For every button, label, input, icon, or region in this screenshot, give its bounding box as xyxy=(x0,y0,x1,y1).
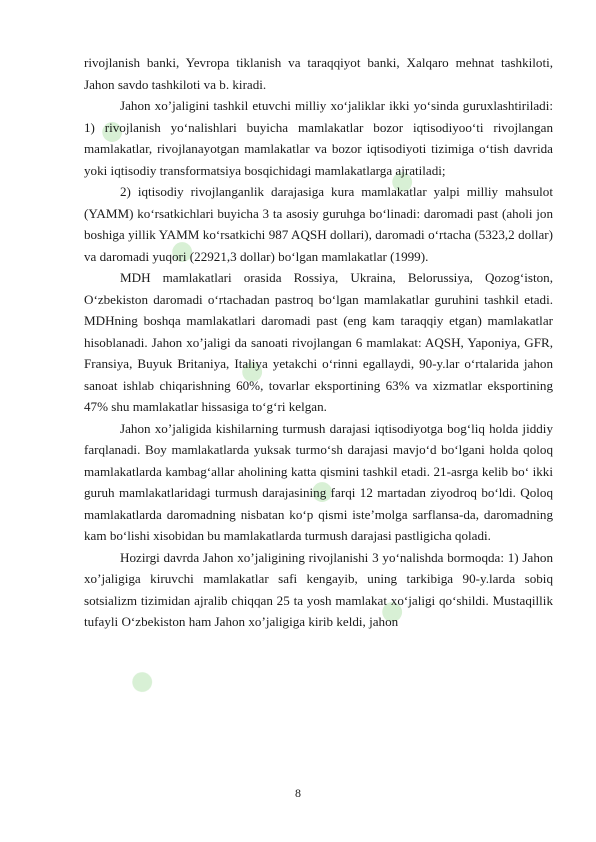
svg-text:●: ● xyxy=(226,339,276,399)
paragraph-2: Jahon xo’jaligini tashkil etuvchi milliy xo‘jaliklar ikki yo‘sinda guruxlashtiriladi: 1) rivojlanish yo‘nalishlari buyicha mamlakatlar bozor iqtisodiyoo‘ti rivojlangan mamlakatlar, rivojlanayotgan mamlakatlar va bozor iqtisodiyoti tizimiga o‘tish davrida yoki iqtisodiy transformatsiya bosqichidagi mamlakatlarga ajratiladi; xyxy=(84,98,553,178)
svg-text:●: ● xyxy=(366,579,416,639)
paragraph-1: rivojlanish banki, Yevropa tiklanish va taraqqiyot banki, Xalqaro mehnat tashkiloti, Jahon savdo tashkiloti va b. kiradi. xyxy=(84,55,553,92)
body-text xyxy=(84,52,553,633)
paragraph-4: MDH mamlakatlari orasida Rossiya, Ukraina, Belorussiya, Qozog‘iston, O‘zbekiston daromadi o‘rtachadan pastroq bo‘lgan mamlakatlar guruhini tashkil etadi. MDHning boshqa mamlakatlari daromadi past (eng kam taraqqiy etgan) mamlakatlar hisoblanadi. Jahon xo’jaligi da sanoati rivojlangan 6 mamlakat: AQSH, Yaponiya, GFR, Fransiya, Buyuk Britaniya, Italiya yetakchi o‘rinni egallaydi, 90-y.lar o‘rtalarida jahon sanoat ishlab chiqarishning 60%, tovarlar eksportining 63% va xizmatlar eksportining 47% shu mamlakatlar hissasiga to‘g‘ri kelgan. xyxy=(84,270,553,414)
svg-text:●: ● xyxy=(296,459,346,519)
svg-text:●: ● xyxy=(116,649,166,709)
svg-text:●: ● xyxy=(376,149,426,209)
page-number: 8 xyxy=(295,786,301,800)
svg-text:●: ● xyxy=(156,219,206,279)
paragraph-5: Jahon xo’jaligida kishilarning turmush darajasi iqtisodiyotga bog‘liq holda jiddiy farqlanadi. Boy mamlakatlarda yuksak turmo‘sh darajasi mavjo‘d bo‘lgani holda qoloq mamlakatlarda kambag‘allar aholining katta qismini tashkil etadi. 21-asrga kelib bo‘ ikki guruh mamlakatlaridagi turmush darajasining farqi 12 martadan ziyodroq bo‘ldi. Qoloq mamlakatlarda daromadning nisbatan ko‘p qismi iste’molga sarflansa-da, daromadning kam bo‘lishi xisobidan bu mamlakatlarda turmush darajasi pastligicha qoladi. xyxy=(84,420,553,543)
paragraph-6: Hozirgi davrda Jahon xo’jaligining rivojlanishi 3 yo‘nalishda bormoqda: 1) Jahon xo’jaligiga kiruvchi mamlakatlar safi kengayib, uning tarkibiga 90-y.larda sobiq sotsializm tizimidan ajralib chiqqan 25 ta yosh mamlakat xo‘jaligi qo‘shildi. Mustaqillik tufayli O‘zbekiston ham Jahon xo’jaligiga kirib keldi, jahon xyxy=(84,549,553,629)
paragraph-3: 2) iqtisodiy rivojlanganlik darajasiga kura mamlakatlar yalpi milliy mahsulot (YAMM) ko‘rsatkichlari buyicha 3 ta asosiy guruhga bo‘linadi: daromadi past (aholi jon boshiga yillik YAMM ko‘rsatkichi 987 AQSH dollari), daromadi o‘rtacha (5323,2 dollar) va daromadi yuqori (22921,3 dollar) bo‘lgan mamlakatlar (1999). xyxy=(84,184,553,264)
svg-text:●: ● xyxy=(86,99,136,159)
